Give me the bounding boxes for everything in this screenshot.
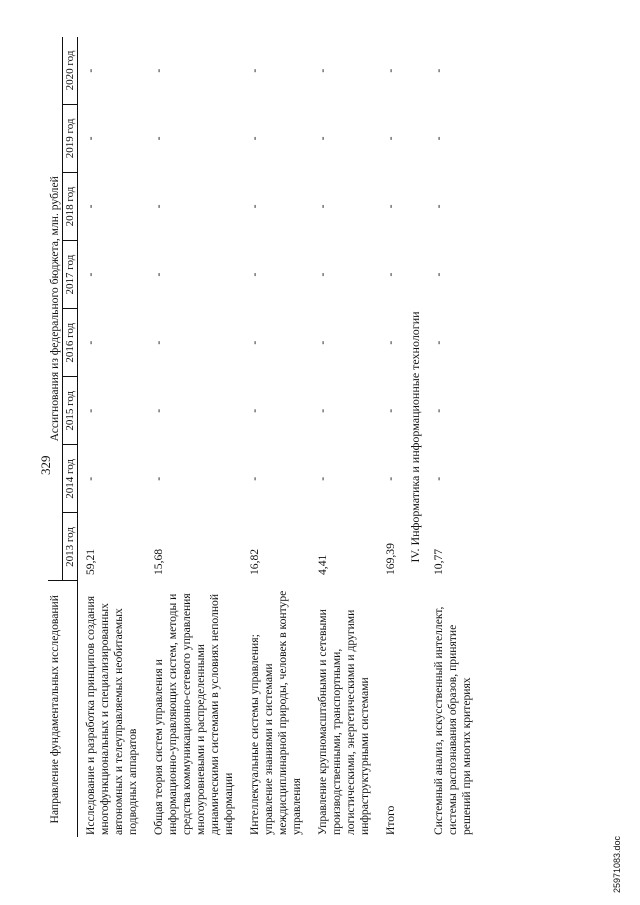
value-empty: - — [248, 408, 261, 413]
value-empty: - — [152, 136, 165, 141]
value-empty: - — [384, 204, 397, 209]
value-empty: - — [316, 204, 329, 209]
value-empty: - — [84, 204, 97, 209]
value-empty: - — [432, 408, 445, 413]
value-2013: 4,41 — [316, 554, 329, 575]
value-empty: - — [316, 408, 329, 413]
value-empty: - — [152, 272, 165, 277]
value-empty: - — [84, 68, 97, 73]
value-empty: - — [84, 476, 97, 481]
row-label: Общая теория систем управления и информационно-управляющих систем, методы и средства коммуникационно-сетевого управления многоуровневыми и распределенными динамическими системами в условиях неполной информации — [152, 593, 235, 835]
row-label: Интеллектуальные системы управления; управление знаниями и системами междисциплинарной природы, человек в контуре управления — [248, 590, 303, 835]
value-empty: - — [152, 408, 165, 413]
value-empty: - — [248, 136, 261, 141]
table-row — [310, 37, 378, 837]
value-empty: - — [432, 68, 445, 73]
value-empty: - — [384, 340, 397, 345]
budget-table — [48, 37, 480, 837]
value-empty: - — [248, 204, 261, 209]
year-header: 2017 год — [63, 241, 78, 309]
value-2013: 59,21 — [84, 548, 97, 575]
row-label: Управление крупномасштабными и сетевыми производственными, транспортными, логистическими, энергетическими и другими инфраструктурными системами — [316, 609, 371, 835]
year-header: 2013 год — [63, 513, 78, 581]
value-2013: 16,82 — [248, 548, 261, 575]
value-2013: 15,68 — [152, 548, 165, 575]
value-empty: - — [384, 68, 397, 73]
row-label: Итого — [384, 805, 397, 835]
value-empty: - — [84, 136, 97, 141]
value-empty: - — [432, 476, 445, 481]
section-title: IV. Информатика и информационные технологии — [408, 311, 422, 563]
value-empty: - — [248, 272, 261, 277]
value-empty: - — [384, 272, 397, 277]
value-empty: - — [248, 476, 261, 481]
value-empty: - — [316, 136, 329, 141]
budget-header: Ассигнования из федерального бюджета, млн. рублей — [48, 37, 63, 581]
value-empty: - — [316, 68, 329, 73]
table-row — [378, 37, 404, 837]
page-number: 329 — [38, 455, 53, 475]
value-empty: - — [248, 340, 261, 345]
year-header: 2020 год — [63, 37, 78, 104]
value-2013: 169,39 — [384, 543, 397, 575]
value-empty: - — [432, 340, 445, 345]
year-header: 2019 год — [63, 104, 78, 172]
value-empty: - — [316, 272, 329, 277]
value-empty: - — [432, 136, 445, 141]
table-row — [146, 37, 242, 837]
year-header: 2014 год — [63, 445, 78, 513]
year-header: 2018 год — [63, 172, 78, 240]
direction-header: Направление фундаментальных исследований — [48, 581, 78, 837]
value-empty: - — [152, 68, 165, 73]
value-empty: - — [152, 204, 165, 209]
table-row — [78, 37, 147, 837]
value-empty: - — [152, 476, 165, 481]
value-empty: - — [84, 272, 97, 277]
value-empty: - — [316, 340, 329, 345]
row-label: Исследование и разработка принципов создания многофункциональных и специализированных автономных и телеуправляемых необитаемых подводных аппаратов — [84, 595, 139, 835]
year-header: 2015 год — [63, 377, 78, 445]
table-row — [426, 37, 480, 837]
year-header: 2016 год — [63, 309, 78, 377]
value-empty: - — [84, 340, 97, 345]
document-code: 25971083.doc — [612, 835, 622, 893]
value-empty: - — [84, 408, 97, 413]
table-row — [242, 37, 310, 837]
value-empty: - — [152, 340, 165, 345]
value-empty: - — [384, 476, 397, 481]
value-empty: - — [316, 476, 329, 481]
value-empty: - — [432, 204, 445, 209]
value-2013: 10,77 — [432, 548, 445, 575]
value-empty: - — [384, 136, 397, 141]
value-empty: - — [384, 408, 397, 413]
value-empty: - — [248, 68, 261, 73]
row-label: Системный анализ, искусственный интеллект, системы распознавания образов, принятие решений при многих критериях — [432, 606, 473, 835]
value-empty: - — [432, 272, 445, 277]
